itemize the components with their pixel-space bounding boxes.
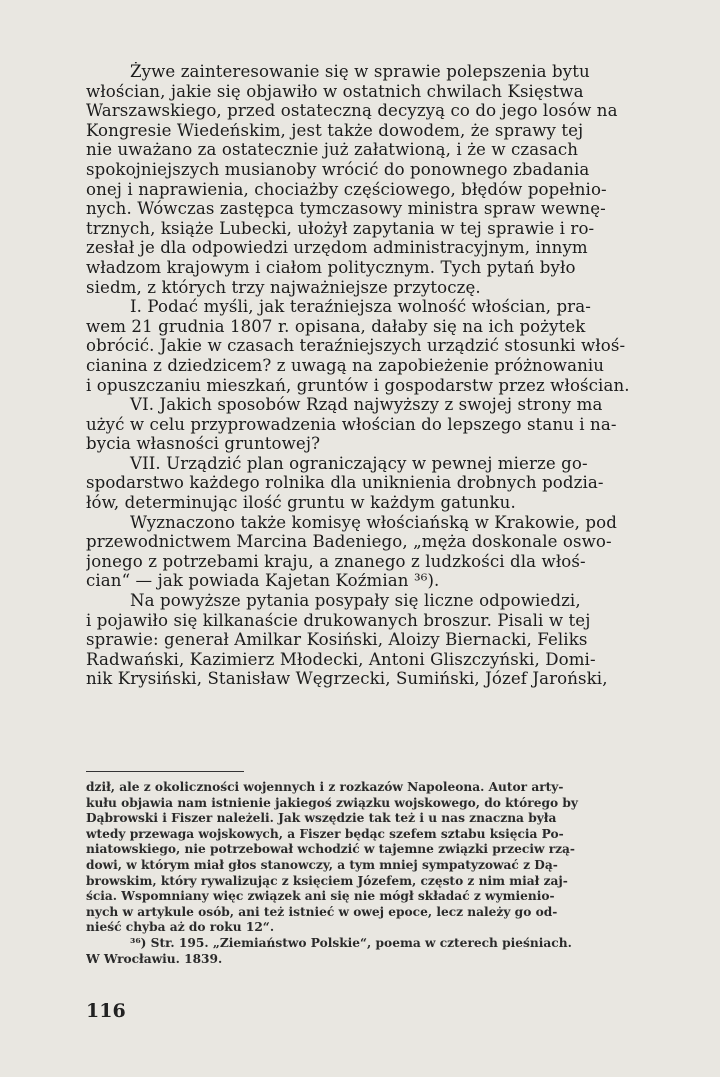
text-line: siedm, z których trzy najważniejsze przytoczę. [86, 277, 481, 297]
text-line: nych. Wówczas zastępca tymczasowy ministra spraw wewnę- [86, 199, 606, 219]
text-line: Radwański, Kazimierz Młodecki, Antoni Gliszczyński, Domi- [86, 649, 596, 669]
text-line: nie uważano za ostatecznie już załatwioną, i że w czasach [86, 140, 579, 160]
text-line: włościan, jakie się objawiło w ostatnich chwilach Księstwa [86, 81, 584, 101]
footnote-line: nych w artykule osób, ani też istnieć w owej epoce, lecz należy go od- [86, 904, 558, 919]
footnotes [86, 780, 708, 967]
text-line: VII. Urządzić plan ograniczający w pewnej mierze go- [130, 453, 588, 473]
main-text [86, 62, 708, 689]
text-line: zesłał je dla odpowiedzi urzędom administracyjnym, innym [86, 238, 588, 258]
footnote-line: ścia. Wspomniany więc związek ani się nie mógł składać z wymienio- [86, 889, 555, 904]
text-line: władzom krajowym i ciałom politycznym. Tych pytań było [86, 257, 576, 277]
text-line: Wyznaczono także komisyę włościańską w Krakowie, pod [130, 512, 617, 532]
text-line: onej i naprawienia, chociażby częściowego, błędów popełnio- [86, 179, 607, 199]
footnote-line: kułu objawia nam istnienie jakiegoś związku wojskowego, do którego by [86, 795, 578, 810]
text-line: VI. Jakich sposobów Rząd najwyższy z swojej strony ma [130, 395, 603, 415]
text-line: i opuszczaniu mieszkań, gruntów i gospodarstw przez włościan. [86, 375, 630, 395]
text-line: Warszawskiego, przed ostateczną decyzyą co do jego losów na [86, 101, 618, 121]
text-line: spokojniejszych musianoby wrócić do ponownego zbadania [86, 159, 590, 179]
footnote-line: wtedy przewaga wojskowych, a Fiszer będąc szefem sztabu księcia Po- [86, 826, 564, 841]
text-line: cian“ — jak powiada Kajetan Koźmian ³⁶). [86, 571, 440, 591]
footnote-line: Dąbrowski i Fiszer należeli. Jak wszędzie tak też i u nas znaczna była [86, 811, 557, 826]
text-line: trznych, książe Lubecki, ułożył zapytania w tej sprawie i ro- [86, 218, 595, 238]
text-line: użyć w celu przyprowadzenia włościan do lepszego stanu i na- [86, 414, 617, 434]
footnote-line: niatowskiego, nie potrzebował wchodzić w tajemne związki przeciw rzą- [86, 842, 575, 857]
text-line: obrócić. Jakie w czasach teraźniejszych urządzić stosunki włoś- [86, 336, 626, 356]
text-line: Kongresie Wiedeńskim, jest także dowodem, że sprawy tej [86, 120, 584, 140]
text-line: sprawie: generał Amilkar Kosiński, Aloizy Biernacki, Feliks [86, 630, 588, 650]
footnote-divider [86, 771, 244, 772]
text-line: Na powyższe pytania posypały się liczne odpowiedzi, [130, 591, 581, 611]
footnote-line: nieść chyba aż do roku 12“. [86, 920, 275, 935]
text-line: i pojawiło się kilkanaście drukowanych broszur. Pisali w tej [86, 610, 591, 630]
text-line: Żywe zainteresowanie się w sprawie polepszenia bytu [130, 62, 590, 81]
footnote-line: dowi, w którym miał głos stanowczy, a tym mniej sympatyzować z Dą- [86, 857, 558, 872]
footnote-line: W Wrocławiu. 1839. [86, 951, 223, 966]
text-line: przewodnictwem Marcina Badeniego, „męża doskonale oswo- [86, 532, 612, 552]
footnote-line: ³⁶) Str. 195. „Ziemiaństwo Polskie“, poema w czterech pieśniach. [130, 935, 572, 950]
text-line: spodarstwo każdego rolnika dla uniknienia drobnych podzia- [86, 473, 604, 493]
footnote-line: browskim, który rywalizując z księciem Józefem, często z nim miał zaj- [86, 873, 568, 888]
footnote-line: dził, ale z okoliczności wojennych i z rozkazów Napoleona. Autor arty- [86, 780, 564, 794]
text-line: I. Podać myśli, jak teraźniejsza wolność włościan, pra- [130, 297, 591, 317]
text-line: bycia własności gruntowej? [86, 434, 321, 454]
page-number: 116 [86, 1000, 126, 1022]
text-line: wem 21 grudnia 1807 r. opisana, dałaby się na ich pożytek [86, 316, 586, 336]
text-line: jonego z potrzebami kraju, a znanego z ludzkości dla włoś- [86, 551, 586, 571]
text-line: cianina z dziedzicem? z uwagą na zapobieżenie próżnowaniu [86, 355, 605, 375]
text-line: nik Krysiński, Stanisław Węgrzecki, Sumiński, Józef Jaroński, [86, 669, 608, 689]
text-line: łów, determinując ilość gruntu w każdym gatunku. [86, 493, 516, 513]
